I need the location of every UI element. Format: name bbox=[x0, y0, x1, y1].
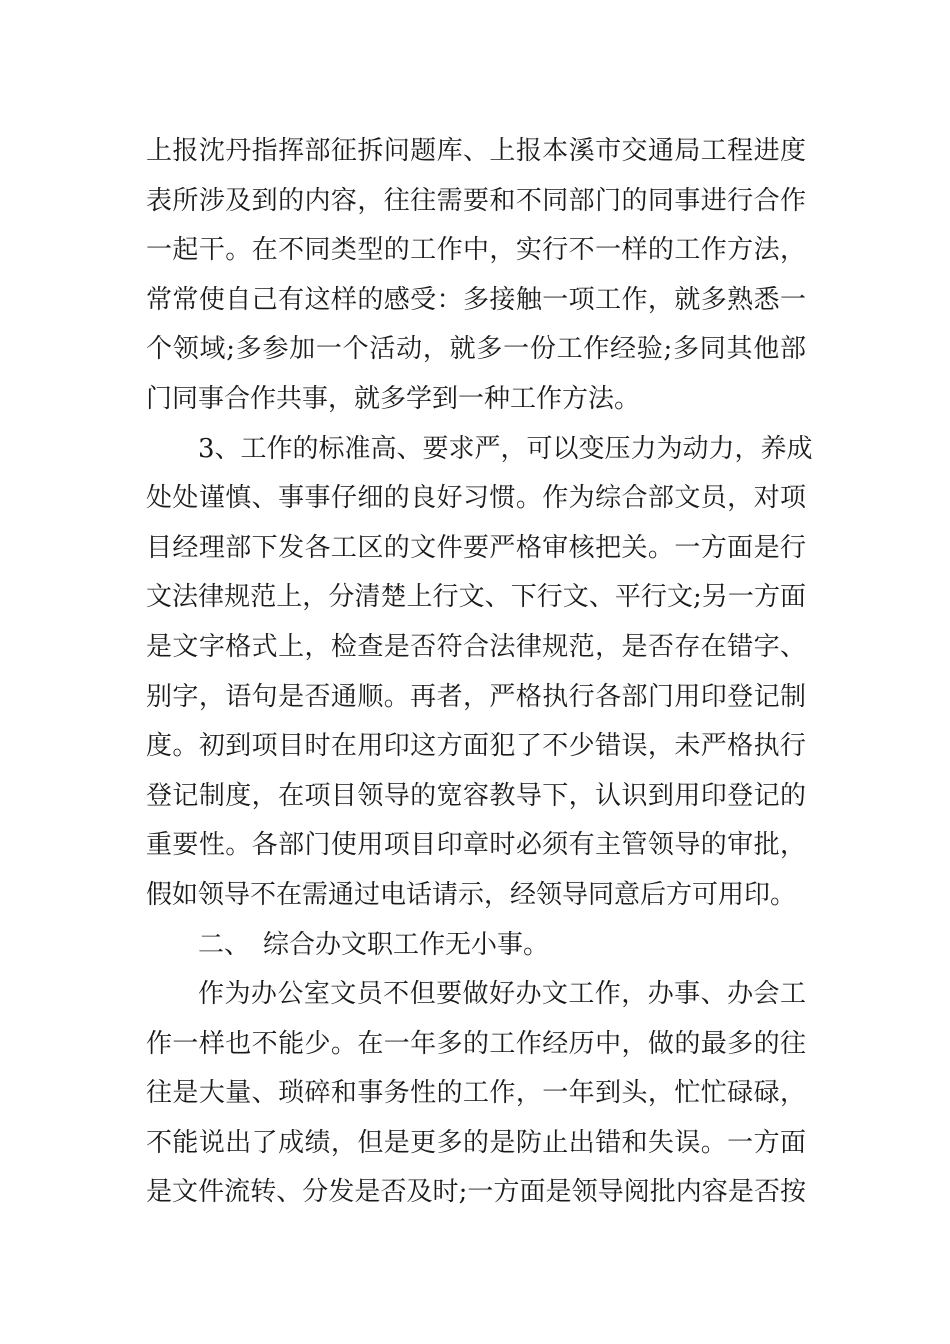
section-heading: 二、 综合办文职工作无小事。 bbox=[198, 929, 550, 960]
text-line: 是文字格式上，检查是否符合法律规范，是否存在错字、 bbox=[146, 631, 806, 662]
text-line: 文法律规范上，分清楚上行文、下行文、平行文;另一方面 bbox=[146, 582, 806, 613]
text-line: 作为办公室文员不但要做好办文工作，办事、办会工 bbox=[198, 979, 806, 1010]
text-line: 假如领导不在需通过电话请示，经领导同意后方可用印。 bbox=[146, 879, 797, 910]
text-line: 3、工作的标准高、要求严，可以变压力为动力，养成 bbox=[198, 433, 813, 464]
text-line: 常常使自己有这样的感受：多接触一项工作，就多熟悉一 bbox=[146, 284, 806, 315]
text-line: 是文件流转、分发是否及时;一方面是领导阅批内容是否按 bbox=[146, 1177, 806, 1208]
text-line: 个领域;多参加一个活动，就多一份工作经验;多同其他部 bbox=[146, 334, 806, 365]
document-body bbox=[146, 127, 813, 1218]
text-line: 作一样也不能少。在一年多的工作经历中，做的最多的往 bbox=[146, 1028, 806, 1059]
text-line: 一起干。在不同类型的工作中，实行不一样的工作方法， bbox=[146, 235, 806, 266]
text-line: 往是大量、琐碎和事务性的工作，一年到头，忙忙碌碌， bbox=[146, 1078, 806, 1109]
text-line: 度。初到项目时在用印这方面犯了不少错误，未严格执行 bbox=[146, 731, 806, 762]
text-line: 重要性。各部门使用项目印章时必须有主管领导的审批， bbox=[146, 830, 806, 861]
text-line: 登记制度，在项目领导的宽容教导下，认识到用印登记的 bbox=[146, 780, 806, 811]
text-line: 表所涉及到的内容，往往需要和不同部门的同事进行合作 bbox=[146, 185, 806, 216]
text-line: 不能说出了成绩，但是更多的是防止出错和失误。一方面 bbox=[146, 1127, 806, 1158]
text-line: 别字，语句是否通顺。再者，严格执行各部门用印登记制 bbox=[146, 681, 806, 712]
text-line: 目经理部下发各工区的文件要严格审核把关。一方面是行 bbox=[146, 532, 806, 563]
text-line: 门同事合作共事，就多学到一种工作方法。 bbox=[146, 383, 641, 414]
text-line: 上报沈丹指挥部征拆问题库、上报本溪市交通局工程进度 bbox=[146, 136, 806, 166]
text-line: 处处谨慎、事事仔细的良好习惯。作为综合部文员，对项 bbox=[146, 483, 806, 514]
